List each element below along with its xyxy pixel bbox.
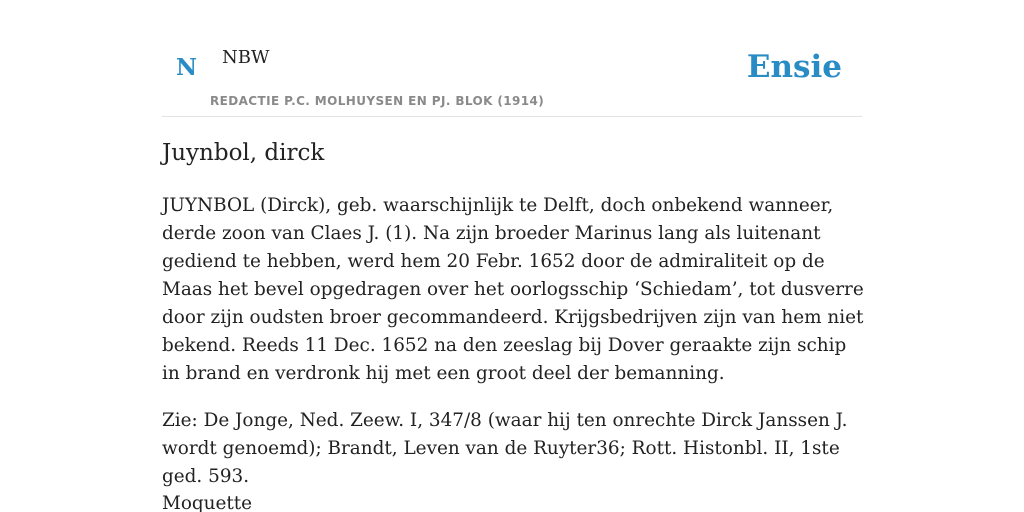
article-title: Juynbol, dirck: [162, 140, 325, 166]
article-author: Moquette: [162, 493, 253, 512]
header: [162, 0, 862, 117]
article-paragraph: JUYNBOL (Dirck), geb. waarschijnlijk te Delft, doch onbekend wanneer, derde zoon van Claes J. (1). Na zijn broeder Marinus lang als luitenant gediend te hebben, werd hem 20 Febr. 1652 door de admiraliteit op de Maas het bevel opgedragen over het oorlogsschip ‘Schiedam’, tot dusverre door zijn oudsten broer gecommandeerd. Krijgsbedrijven zijn van hem niet bekend. Reeds 11 Dec. 1652 na den zeeslag bij Dover geraakte zijn schip in brand en verdronk hij met een groot deel der bemanning.: [162, 195, 864, 384]
source-name-link[interactable]: NBW: [222, 47, 270, 68]
ensie-logo-link[interactable]: Ensie: [746, 49, 842, 85]
article-body: [162, 192, 864, 510]
source-subtitle: REDACTIE P.C. MOLHUYSEN EN PJ. BLOK (1914): [210, 94, 545, 108]
source-logo-icon[interactable]: N: [176, 54, 198, 81]
article-references: Zie: De Jonge, Ned. Zeew. I, 347/8 (waar hij ten onrechte Dirck Janssen J. wordt genoemd); Brandt, Leven van de Ruyter36; Rott. Histonbl. II, 1ste ged. 593.: [162, 410, 848, 487]
